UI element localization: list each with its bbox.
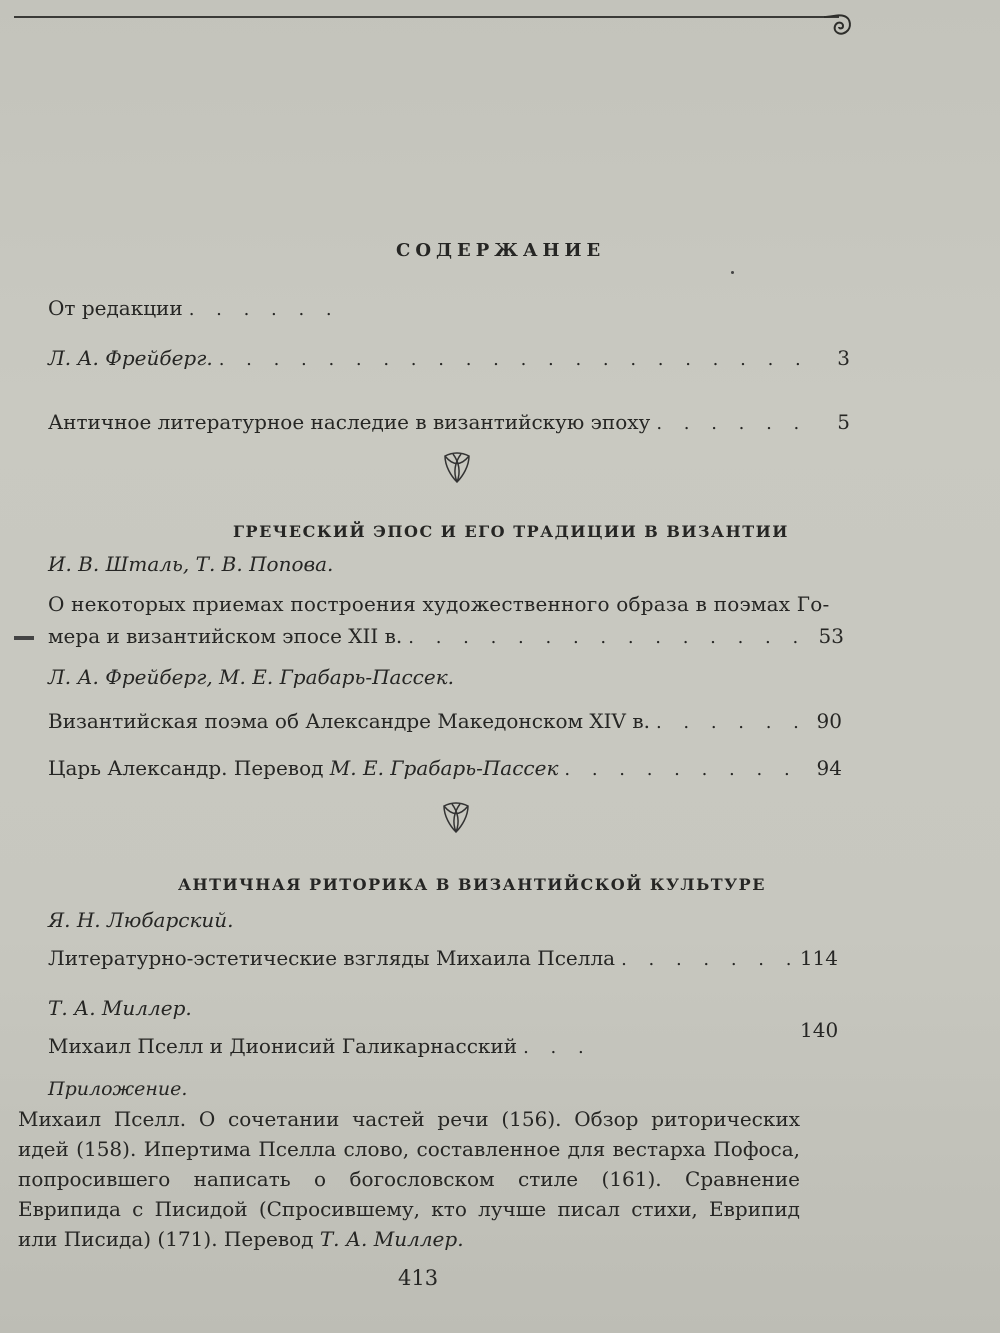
article-title-line1: О некоторых приемах построения художественного образа в поэмах Го-: [48, 592, 830, 616]
page-number: 413: [398, 1266, 439, 1290]
toc-article-antique-heritage[interactable]: [48, 404, 850, 434]
toc-article-alexander-poem[interactable]: [48, 703, 842, 733]
page-ref: 94: [816, 756, 842, 780]
author-lyubarsky: Я. Н. Любарский.: [48, 908, 234, 932]
article-title: Античное литературное наследие в византийскую эпоху: [48, 410, 651, 434]
margin-mark: [14, 636, 34, 640]
page-ref: 90: [816, 709, 842, 733]
appendix-text: Михаил Пселл. О сочетании частей речи (156). Обзор риторических идей (158). Ипертима Пселла слово, составленное для вестарха Пофоса, попросившего написать о богословском стиле (161). Сравнение Еврипида с Писидой (Спросившему, кто лучше писал стихи, Еврипид или Писида) (171). Перевод: [18, 1107, 800, 1251]
page-ref: 114: [799, 946, 838, 970]
top-rule: [14, 16, 839, 18]
page-ref: 53: [818, 624, 844, 648]
toc-editorial-label: От редакции: [48, 296, 183, 320]
toc-article-psellos-views[interactable]: [48, 940, 838, 970]
author-miller: Т. А. Миллер.: [48, 996, 192, 1020]
appendix-contents: [18, 1104, 800, 1254]
stray-dot: [731, 271, 734, 274]
article-title-prefix: Царь Александр. Перевод: [48, 756, 330, 780]
spiral-flourish-icon: [822, 8, 854, 40]
toc-editorial[interactable]: [48, 290, 338, 320]
triquetra-ornament-icon: [441, 450, 473, 484]
page-title: СОДЕРЖАНИЕ: [396, 240, 606, 261]
translator-name: Т. А. Миллер.: [319, 1227, 464, 1251]
page-ref: 3: [837, 346, 850, 370]
page-ref: 5: [837, 410, 850, 434]
toc-article-tsar-alexander[interactable]: [48, 750, 842, 780]
dot-leader: [408, 627, 808, 648]
section-title-rhetoric: АНТИЧНАЯ РИТОРИКА В ВИЗАНТИЙСКОЙ КУЛЬТУРЕ: [178, 875, 766, 894]
author-shtal-popova: И. В. Шталь, Т. В. Попова.: [48, 552, 334, 576]
article-title: Византийская поэма об Александре Македонском XIV в.: [48, 709, 650, 733]
article-title: Михаил Пселл и Дионисий Галикарнасский: [48, 1034, 518, 1058]
translator-name: М. Е. Грабарь-Пассек: [329, 756, 559, 780]
page-ref: 140: [800, 1018, 839, 1042]
dot-leader: [564, 759, 806, 780]
triquetra-ornament-icon: [440, 800, 472, 834]
article-title: [48, 756, 558, 780]
dot-leader: [621, 949, 794, 970]
author-name: Л. А. Фрейберг.: [48, 346, 213, 370]
author-freiberg-grabar: Л. А. Фрейберг, М. Е. Грабарь-Пассек.: [48, 665, 455, 689]
toc-author-freiberg[interactable]: [48, 340, 850, 370]
article-title-line2: мера и византийском эпосе XII в.: [48, 624, 403, 648]
dot-leader: [656, 712, 806, 733]
dot-leader: [656, 413, 814, 434]
dot-leader: [523, 1037, 598, 1058]
section-title-epic: ГРЕЧЕСКИЙ ЭПОС И ЕГО ТРАДИЦИИ В ВИЗАНТИИ: [233, 522, 789, 541]
toc-article-homer[interactable]: [48, 618, 844, 648]
article-title: Литературно-эстетические взгляды Михаила Пселла: [48, 946, 616, 970]
dot-leader: [219, 349, 814, 370]
dot-leader: [189, 299, 332, 320]
appendix-label: Приложение.: [48, 1078, 188, 1100]
toc-article-psellos-dionysius[interactable]: [48, 1028, 604, 1058]
